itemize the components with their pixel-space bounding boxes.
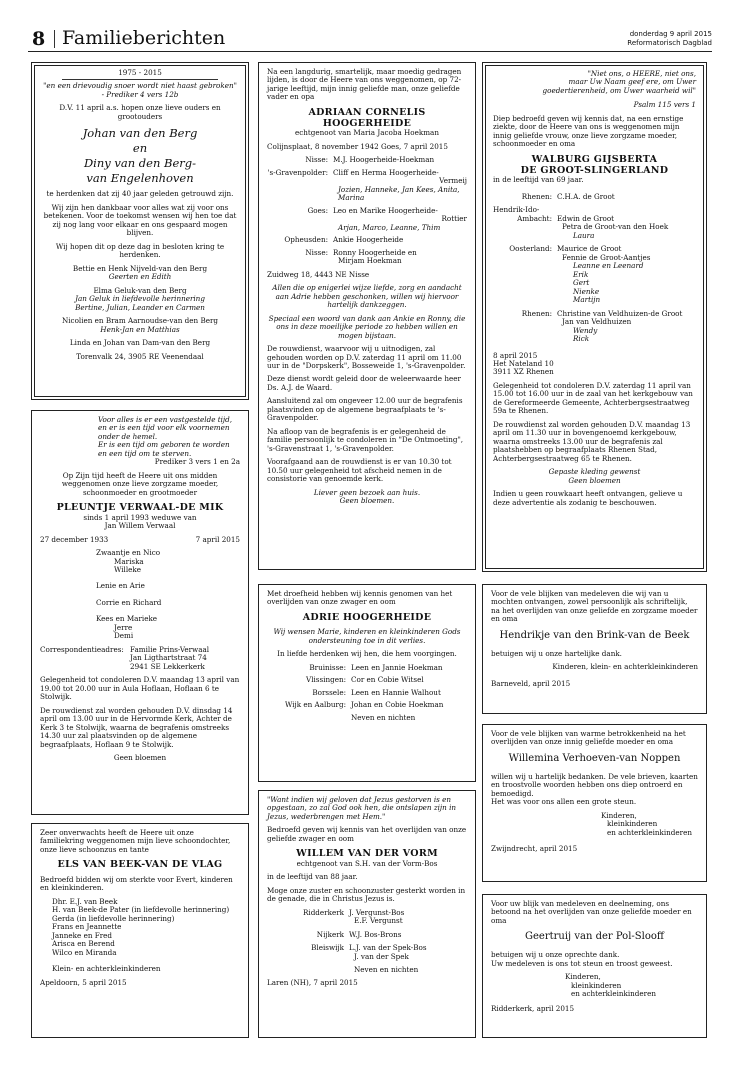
verwaal-corr-1: Familie Prins-Verwaal [130, 644, 210, 654]
groot-intro: Diep bedroefd geven wij kennis dat, na een ernstige ziekte, door de Heere van ons is weggenomen mijn innig geliefde vrouw, onze lieve zorgzame moeder, schoonmoeder en oma [493, 113, 684, 149]
adriaan-thanks: Allen die op enigerlei wijze liefde, zorg en aandacht aan Adrie hebben geschonken, willen wij hiervoor hartelijk dankzeggen. [272, 283, 462, 310]
family-place: Nijkerk [316, 929, 344, 939]
verwaal-family-line: Willeke [114, 564, 142, 574]
family-names-cont: J. van der Spek [354, 951, 409, 961]
family-names-cont: E.F. Vergunst [354, 916, 403, 926]
adriaan-dates: Colijnsplaat, 8 november 1942 Goes, 7 april 2015 [267, 141, 448, 151]
verhoeven-name: Willemina Verhoeven-van Noppen [508, 752, 681, 764]
groot-quote-1: "Niet ons, o HEERE, niet ons, [587, 69, 696, 78]
family-place: Nisse: [305, 155, 328, 165]
verwaal-since: sinds 1 april 1993 weduwe van [83, 512, 197, 522]
verwaal-died: 7 april 2015 [195, 534, 240, 544]
page-number: 8 [32, 28, 46, 50]
groot-ref: Psalm 115 vers 1 [633, 100, 696, 110]
divider [62, 79, 218, 80]
anniversary-hope: Wij hopen dit op deze dag in besloten kring te herdenken. [55, 241, 225, 260]
family-1-children: Geerten en Edith [108, 272, 172, 282]
family-grandchild: Erik [573, 269, 589, 279]
verwaal-corr-3: 2941 SE Lekkerkerk [130, 661, 205, 671]
adriaan-visit: Liever geen bezoek aan huis. [313, 487, 421, 497]
adriaan-minister: Deze dienst wordt geleid door de weleerwaarde heer Ds. A.J. de Waard. [267, 374, 461, 392]
family-grandchild: Laura [573, 230, 595, 240]
verwaal-family-line: Demi [114, 631, 134, 641]
family-grandchild: Nienke [573, 286, 600, 296]
family-names: Leo en Marike Hoogerheide- [333, 205, 438, 215]
family-names: Ankie Hoogerheide [333, 235, 404, 245]
verwaal-quote-4: Er is een tijd om geboren te worden [98, 440, 230, 450]
family-names-cont: Vermeij [439, 176, 467, 186]
vorm-name: WILLEM VAN DER VORM [296, 848, 438, 860]
family-names: Cor en Cobie Witsel [351, 675, 424, 685]
vlag-family-line: Wilco en Miranda [52, 947, 117, 957]
ad-thanks-van-der-pol [482, 894, 707, 1038]
family-names-cont: Jan van Veldhuizen [562, 317, 632, 327]
family-place: Rhenen: [521, 308, 552, 318]
vlag-family-line: Gerda (in liefdevolle herinnering) [52, 913, 175, 923]
adriaan-flowers: Geen bloemen. [339, 496, 395, 506]
adrie-family-row [267, 701, 467, 709]
family-place: 's-Gravenpolder: [267, 167, 328, 177]
ad-van-beek-van-de-vlag [31, 823, 249, 1038]
adriaan-name-2: HOOGERHEIDE [322, 118, 412, 130]
groot-age: in de leeftijd van 69 jaar. [493, 175, 584, 185]
name-and: en [132, 141, 148, 156]
vlag-family-line: Arisca en Berend [52, 939, 115, 949]
family-grandchild: Wendy [573, 325, 598, 335]
pol-family-2: kleinkinderen [571, 980, 622, 990]
pol-intro: Voor uw blijk van medeleven en deelneming, ons betoond na het overlijden van onze geliefde moeder en oma [491, 899, 692, 925]
verwaal-quote-2: en er is een tijd voor elk voornemen [98, 423, 230, 433]
family-3-children: Henk-Jan en Matthias [100, 324, 180, 334]
family-names: Ronny Hoogerheide en [333, 247, 417, 257]
family-names: Christine van Veldhuizen-de Groot [557, 308, 683, 318]
family-names: Edwin de Groot [557, 213, 615, 223]
verwaal-correspondence [40, 646, 240, 671]
verwaal-name: PLEUNTJE VERWAAL-DE MIK [56, 502, 224, 514]
family-place: Hendrik-Ido- [493, 205, 540, 215]
verhoeven-support: Het was voor ons allen een grote steun. [491, 797, 637, 807]
vorm-family [267, 909, 467, 975]
groot-flowers: Geen bloemen [568, 475, 621, 485]
vlag-name: ELS VAN BEEK-VAN DE VLAG [57, 859, 223, 871]
brink-family: Kinderen, klein- en achterkleinkinderen [552, 662, 698, 672]
groot-service: De rouwdienst zal worden gehouden D.V. maandag 13 april om 11.30 uur in bovengenoemd kerkgebouw, waarna omstreeks 13.00 uur de begrafenis zal plaatshebben op begraafplaats Rhenen Stad, Achterbergsestraatweg 65 te Rhenen. [493, 419, 691, 463]
vlag-family-line: Frans en Jeannette [52, 922, 122, 932]
family-place: Borssele: [312, 687, 346, 697]
family-1: Bettie en Henk Nijveld-van den Berg [72, 263, 208, 273]
pol-name: Geertruij van der Pol-Slooff [525, 931, 664, 943]
adriaan-family-row [267, 236, 467, 244]
groot-notice: Indien u geen rouwkaart heeft ontvangen, gelieve u deze advertentie als zodanig te beschouwen. [493, 489, 683, 507]
verwaal-family-line: Lenie en Arie [96, 581, 145, 591]
ad-de-groot-slingerland [482, 62, 707, 572]
family-names: W.J. Bos-Brons [349, 929, 402, 939]
adriaan-service: De rouwdienst, waarvoor wij u uitnodigen, zal gehouden worden op D.V. zaterdag 11 april om 11.00 uur in de "Dorpskerk", Bosseweide 1, 's-Gravenpolder. [267, 344, 466, 370]
family-place: Wijk en Aalburg: [284, 700, 346, 710]
vlag-text: Bedroefd bidden wij om sterkte voor Evert, kinderen en kleinkinderen. [40, 874, 233, 893]
family-grandchild: Gert [573, 278, 590, 288]
verhoeven-intro: Voor de vele blijken van warme betrokkenheid na het overlijden van onze innig geliefde moeder en oma [491, 729, 686, 747]
anniversary-address: Torenvalk 24, 3905 RE Veenendaal [76, 351, 204, 361]
verhoeven-family-2: kleinkinderen [607, 819, 658, 829]
name-line-2: Diny van den Berg- [83, 155, 197, 170]
adrie-family-row [267, 689, 467, 697]
verwaal-corr-label: Correspondentieadres: [40, 644, 124, 654]
verhoeven-family-3: en achterkleinkinderen [607, 827, 692, 837]
groot-name-1: WALBURG GIJSBERTA [531, 153, 658, 165]
verwaal-family-line: Corrie en Richard [96, 597, 162, 607]
family-names: L.J. van der Spek-Bos [349, 943, 427, 953]
adriaan-farewell: Voorafgaand aan de rouwdienst is er van 10.30 tot 10.50 uur gelegenheid tot afscheid nemen in de consistorie van genoemde kerk. [267, 457, 452, 484]
groot-addr-1: Het Nateland 10 [493, 359, 554, 368]
groot-date: 8 april 2015 [493, 350, 538, 360]
adriaan-family-row [267, 169, 467, 177]
groot-addr-2: 3911 XZ Rhenen [493, 367, 554, 377]
family-names: Leen en Hannie Walhout [351, 687, 441, 697]
vlag-family [40, 898, 240, 974]
family-place: Bleiswijk [311, 943, 344, 953]
family-names: Neven en nichten [351, 712, 416, 722]
verwaal-corr-address [130, 646, 240, 671]
verwaal-quote-5: en een tijd om te sterven. [98, 448, 192, 458]
adrie-name: ADRIE HOOGERHEIDE [302, 611, 432, 623]
adriaan-condolence: Na afloop van de begrafenis is er gelegenheid de familie persoonlijk te condoleren in "De Ontmoeting", 's-Gravenstraat 1, 's-Gravenpolder. [267, 426, 464, 453]
anniversary-married: te herdenken dat zij 40 jaar geleden getrouwd zijn. [46, 189, 234, 199]
verhoeven-place: Zwijndrecht, april 2015 [491, 844, 578, 854]
family-names-cont: Mirjam Hoekman [338, 256, 402, 266]
groot-dress: Gepaste kleding gewenst [548, 467, 641, 477]
family-place: Vlissingen: [306, 675, 346, 685]
adrie-family-row [267, 676, 467, 684]
ad-thanks-verhoeven [482, 724, 707, 882]
adriaan-spouse: echtgenoot van Maria Jacoba Hoekman [295, 128, 439, 138]
adriaan-family-row [267, 207, 467, 215]
verhoeven-family-1: Kinderen, [601, 810, 637, 820]
verwaal-family-line: Jerre [114, 622, 133, 632]
family-place [267, 714, 351, 722]
family-grandchild: Rick [573, 334, 590, 344]
family-names: Cliff en Herma Hoogerheide- [333, 167, 439, 177]
family-place: Ridderkerk [302, 907, 344, 917]
groot-quote-2: maar Uw Naam geef ere, om Uwer [568, 77, 696, 87]
groot-name-2: DE GROOT-SLINGERLAND [520, 165, 669, 177]
family-place: Ambacht: [517, 213, 552, 223]
adrie-wish: Wij wensen Marie, kinderen en kleinkinderen Gods ondersteuning toe in dit verlies. [273, 627, 461, 645]
section-title: Familieberichten [62, 27, 226, 49]
adriaan-intro: Na een langdurig, smartelijk, maar moedig gedragen lijden, is door de Heere van ons weggenomen, op 72-jarige leeftijd, mijn innig geliefde man, onze geliefde vader en opa [267, 67, 462, 102]
family-names-cont: Fennie de Groot-Aantjes [562, 252, 651, 262]
family-3: Nicolien en Bram Aarnoudse-van den Berg [61, 316, 219, 326]
adrie-family [267, 664, 467, 722]
vorm-family-row [267, 931, 467, 939]
groot-quote-3: goedertierenheid, om Uwer waarheid wil" [542, 85, 696, 95]
vlag-family-line: Janneke en Fred [52, 930, 113, 940]
family-grandchild: Martijn [573, 295, 601, 305]
vorm-age: in de leeftijd van 88 jaar. [267, 872, 358, 882]
brink-name: Hendrikje van den Brink-van de Beek [499, 629, 690, 641]
family-grandchildren: Jozien, Hanneke, Jan Kees, Anita, Marina [338, 184, 460, 203]
verwaal-condolence: Gelegenheid tot condoleren D.V. maandag 13 april van 19.00 tot 20.00 uur in Aula Hoflaan, Hoflaan 6 te Stolwijk. [40, 675, 240, 702]
header-date: donderdag 9 april 2015 [629, 30, 712, 38]
vorm-intro: Bedroefd geven wij kennis van het overlijden van onze geliefde zwager en oom [267, 825, 467, 843]
verwaal-quote-1: Voor alles is er een vastgestelde tijd, [98, 415, 233, 424]
vorm-spouse: echtgenoot van S.H. van der Vorm-Bos [296, 858, 438, 868]
vlag-place: Apeldoorn, 5 april 2015 [40, 977, 127, 987]
vlag-family-line: H. van Beek-de Pater (in liefdevolle herinnering) [52, 905, 230, 915]
vorm-nephews: Neven en nichten [354, 964, 419, 974]
verwaal-born: 27 december 1933 [40, 534, 109, 544]
verwaal-intro: Op Zijn tijd heeft de Heere uit ons midden weggenomen onze lieve zorgzame moeder, schoonmoeder en grootmoeder [61, 470, 219, 497]
family-names: C.H.A. de Groot [557, 191, 615, 201]
header-paper: Reformatorisch Dagblad [627, 39, 712, 48]
ad-adrie-hoogerheide [258, 584, 476, 782]
adrie-remember: In liefde herdenken wij hen, die hem voorgingen. [277, 649, 457, 659]
ad-adriaan-hoogerheide [258, 62, 476, 570]
vlag-family-line: Klein- en achterkleinkinderen [52, 964, 161, 974]
family-place: Goes: [307, 205, 328, 215]
pol-support: Uw medeleven is ons tot steun en troost geweest. [491, 958, 673, 968]
family-grandchildren: Arjan, Marco, Leanne, Thim [338, 222, 441, 232]
groot-family [493, 193, 696, 344]
ad-verwaal-de-mik [31, 410, 249, 815]
adriaan-family-row [267, 156, 467, 164]
family-2: Elma Geluk-van den Berg [93, 285, 187, 295]
name-line-1: Johan van den Berg [82, 126, 198, 141]
family-place: Bruinisse: [309, 662, 346, 672]
anniversary-quote: "en een drievoudig snoer wordt niet haast gebroken" - Prediker 4 vers 12b [43, 81, 237, 99]
vorm-text: Moge onze zuster en schoonzuster gesterkt worden in de genade, die in Christus Jezus is. [267, 885, 466, 904]
family-2-children: Bertine, Julian, Leander en Carmen [75, 302, 205, 312]
family-4: Linda en Johan van Dam-van den Berg [69, 338, 211, 348]
verwaal-service: De rouwdienst zal worden gehouden D.V. dinsdag 14 april om 13.00 uur in de Hervormde Kerk, Achter de Kerk 3 te Stolwijk, waarna de begrafenis omstreeks 14.30 uur zal plaatsvinden op de algemene begraafplaats, Hoflaan 9 te Stolwijk. [40, 705, 233, 749]
verwaal-dates [40, 536, 240, 544]
family-grandchild: Leanne en Leenard [573, 261, 644, 271]
family-names: Leen en Jannie Hoekman [351, 662, 443, 672]
family-names: Maurice de Groot [557, 244, 622, 254]
vorm-place: Laren (NH), 7 april 2015 [267, 978, 358, 988]
anniversary-years: 1975 - 2015 [118, 68, 162, 77]
pol-family-3: en achterkleinkinderen [571, 989, 656, 999]
name-line-3: van Engelenhoven [86, 170, 194, 185]
pol-family-1: Kinderen, [565, 972, 601, 982]
brink-intro: Voor de vele blijken van medeleven die wij van u mochten ontvangen, zowel persoonlijk als schriftelijk, na het overlijden van onze geliefde en zorgzame moeder en oma [491, 589, 698, 624]
pol-thanks: betuigen wij u onze oprechte dank. [491, 950, 620, 960]
verwaal-spouse: Jan Willem Verwaal [104, 521, 176, 531]
brink-place: Barneveld, april 2015 [491, 678, 571, 688]
family-place: Nisse: [305, 247, 328, 257]
verwaal-corr-2: Jan Ligthartstraat 74 [130, 653, 207, 663]
adriaan-name-1: ADRIAAN CORNELIS [308, 106, 426, 118]
family-names: M.J. Hoogerheide-Hoekman [333, 155, 435, 165]
adriaan-family [267, 156, 467, 265]
verwaal-family-line: Mariska [114, 556, 144, 566]
verwaal-family-line: Kees en Marieke [96, 614, 158, 624]
adriaan-address: Zuidweg 18, 4443 NE Nisse [267, 269, 370, 279]
verhoeven-text: willen wij u hartelijk bedanken. De vele brieven, kaarten en troostvolle woorden hebben ons diep ontroerd en bemoedigd. [491, 771, 698, 798]
ad-willem-van-der-vorm [258, 790, 476, 1038]
anniversary-thanks: Wij zijn hen dankbaar voor alles wat zij voor ons betekenen. Voor de toekomst wensen wij hen toe dat zij nog lang voor elkaar en ons gespaard mogen blijven. [43, 202, 237, 238]
verwaal-family [40, 549, 240, 641]
verwaal-ref: Prediker 3 vers 1 en 2a [154, 457, 240, 467]
family-place: Opheusden: [284, 235, 328, 245]
family-names: J. Vergunst-Bos [349, 907, 405, 917]
ad-anniversary-van-den-berg [31, 62, 249, 400]
verwaal-flowers: Geen bloemen [113, 753, 167, 763]
family-names: Johan en Cobie Hoekman [351, 700, 444, 710]
brink-thanks: betuigen wij u onze hartelijke dank. [491, 648, 622, 658]
family-2-memory: Jan Geluk in liefdevolle herinnering [75, 294, 205, 304]
ad-thanks-van-den-brink [482, 584, 707, 714]
groot-family-row [493, 193, 696, 201]
family-names-cont: Rottier [441, 214, 467, 224]
adrie-family-row [267, 664, 467, 672]
groot-condolence: Gelegenheid tot condoleren D.V. zaterdag 11 april van 15.00 tot 16.00 uur in de zaal van het kerkgebouw van de Gereformeerde Gemeente, Achterbergsestraatweg 59a te Rhenen. [493, 380, 693, 416]
adriaan-special-thanks: Speciaal een woord van dank aan Ankie en Ronny, die ons in deze moeilijke periode zo hebben willen en mogen bijstaan. [268, 313, 466, 340]
header-info [627, 30, 712, 48]
verwaal-family-line: Zwaantje en Nico [96, 548, 161, 558]
vlag-family-line: Dhr. E.J. van Beek [52, 896, 118, 906]
vorm-quote: "Want indien wij geloven dat Jezus gestorven is en opgestaan, zo zal God ook hen, die ontslapen zijn in Jezus, wederbrengen met Hem." [267, 795, 456, 821]
verwaal-quote-3: onder de hemel. [98, 431, 158, 441]
family-place: Rhenen: [521, 191, 552, 201]
page-header [28, 26, 712, 52]
adriaan-burial: Aansluitend zal om ongeveer 12.00 uur de begrafenis plaatsvinden op de algemene begraafplaats te 's-Gravenpolder. [267, 396, 463, 423]
adrie-family-row [267, 714, 467, 722]
header-divider [54, 30, 55, 48]
pol-place: Ridderkerk, april 2015 [491, 1003, 575, 1013]
family-names-cont: Petra de Groot-van den Hoek [562, 222, 669, 232]
family-place: Oosterland: [509, 244, 552, 254]
adrie-intro: Met droefheid hebben wij kennis genomen van het overlijden van onze zwager en oom [267, 589, 453, 607]
vlag-intro: Zeer onverwachts heeft de Heere uit onze familiekring weggenomen mijn lieve schoondochter, onze lieve schoonzus en tante [40, 828, 231, 854]
anniversary-intro: D.V. 11 april a.s. hopen onze lieve ouders en grootouders [59, 103, 221, 121]
